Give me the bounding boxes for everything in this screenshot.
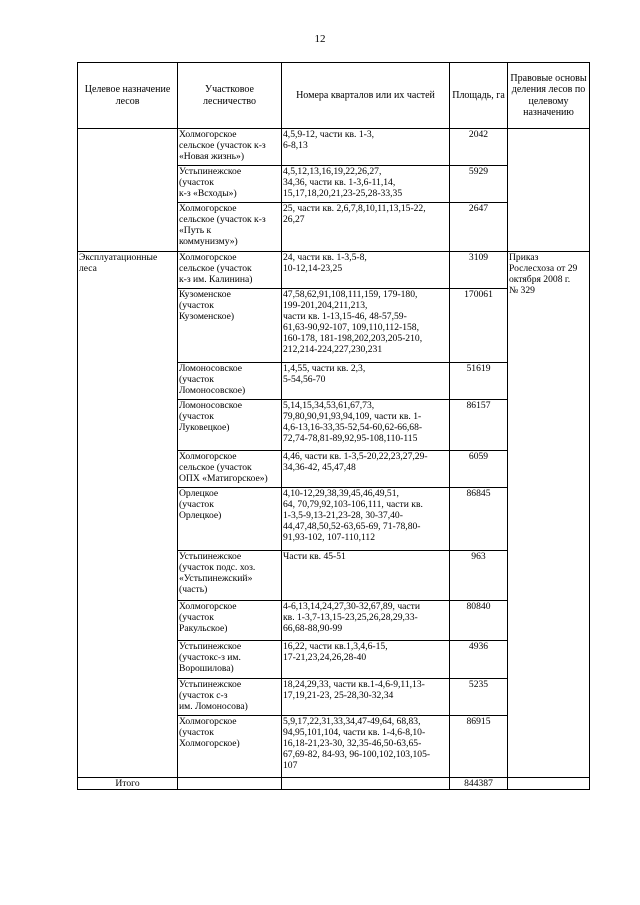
header-area: Площадь, га <box>450 63 508 129</box>
page-number: 12 <box>314 33 326 45</box>
quarters-cell: 1,4,55, части кв. 2,3, 5-54,56-70 <box>282 363 450 400</box>
forestry-cell: Устьпинежское (участок с-з им. Ломоносова) <box>178 679 282 716</box>
total-empty-cell <box>282 778 450 790</box>
forestry-cell: Холмогорское сельское (участок ОПХ «Матигорское») <box>178 451 282 488</box>
forest-purpose-table <box>77 62 590 790</box>
area-cell: 2647 <box>450 203 508 252</box>
purpose-cell: Эксплуатационные леса <box>78 252 178 778</box>
quarters-cell: 16,22, части кв.1,3,4,6-15, 17-21,23,24,26,28-40 <box>282 641 450 679</box>
header-legal-basis: Правовые основы деления лесов по целевому назначению <box>508 63 590 129</box>
area-cell: 80840 <box>450 601 508 641</box>
header-purpose: Целевое назначение лесов <box>78 63 178 129</box>
purpose-cell-continued <box>78 129 178 252</box>
area-cell: 5929 <box>450 166 508 203</box>
forestry-cell: Орлецкое (участок Орлецкое) <box>178 488 282 551</box>
total-empty-cell <box>178 778 282 790</box>
header-quarters: Номера кварталов или их частей <box>282 63 450 129</box>
area-cell: 6059 <box>450 451 508 488</box>
quarters-cell: 4,5,12,13,16,19,22,26,27, 34,36, части кв. 1-3,6-11,14, 15,17,18,20,21,23-25,28-33,35 <box>282 166 450 203</box>
area-cell: 86157 <box>450 400 508 451</box>
header-row <box>78 63 590 129</box>
quarters-cell: Части кв. 45-51 <box>282 551 450 601</box>
area-cell: 170061 <box>450 289 508 363</box>
area-cell: 5235 <box>450 679 508 716</box>
forestry-cell: Устьпинежское (участок к-з «Всходы») <box>178 166 282 203</box>
total-row <box>78 778 590 790</box>
area-cell: 86845 <box>450 488 508 551</box>
forestry-cell: Холмогорское сельское (участок к-з «Новая жизнь») <box>178 129 282 166</box>
forestry-cell: Ломоносовское (участок Луковецкое) <box>178 400 282 451</box>
quarters-cell: 18,24,29,33, части кв.1-4,6-9,11,13- 17,19,21-23, 25-28,30-32,34 <box>282 679 450 716</box>
quarters-cell: 4,10-12,29,38,39,45,46,49,51, 64, 70,79,92,103-106,111, части кв. 1-3,5-9,13-21,23-28, 30-37,40- 44,47,48,50,52-63,65-69, 71-78,80- 91,93-102, 107-110,112 <box>282 488 450 551</box>
total-area: 844387 <box>450 778 508 790</box>
table-row <box>78 252 590 289</box>
forestry-cell: Холмогорское (участок Холмогорское) <box>178 716 282 778</box>
legal-basis-cell: Приказ Рослесхоза от 29 октября 2008 г. № 329 <box>508 252 590 778</box>
quarters-cell: 4,46, части кв. 1-3,5-20,22,23,27,29- 34,36-42, 45,47,48 <box>282 451 450 488</box>
legal-basis-cell-continued <box>508 129 590 252</box>
table-row <box>78 129 590 166</box>
quarters-cell: 5,14,15,34,53,61,67,73, 79,80,90,91,93,94,109, части кв. 1- 4,6-13,16-33,35-52,54-60,62-66,68- 72,74-78,81-89,92,95-108,110-115 <box>282 400 450 451</box>
area-cell: 86915 <box>450 716 508 778</box>
quarters-cell: 47,58,62,91,108,111,159, 179-180, 199-201,204,211,213, части кв. 1-13,15-46, 48-57,59- 61,63-90,92-107, 109,110,112-158, 160-178, 181-198,202,203,205-210, 212,214-224,227,230,231 <box>282 289 450 363</box>
quarters-cell: 4-6,13,14,24,27,30-32,67,89, части кв. 1-3,7-13,15-23,25,26,28,29,33- 66,68-88,90-99 <box>282 601 450 641</box>
forestry-cell: Устьпинежское (участок подс. хоз. «Устьпинежский» (часть) <box>178 551 282 601</box>
forestry-cell: Ломоносовское (участок Ломоносовское) <box>178 363 282 400</box>
forestry-cell: Холмогорское сельское (участок к-з им. Калинина) <box>178 252 282 289</box>
total-label: Итого <box>78 778 178 790</box>
forestry-cell: Холмогорское (участок Ракульское) <box>178 601 282 641</box>
area-cell: 963 <box>450 551 508 601</box>
forestry-cell: Холмогорское сельское (участок к-з «Путь к коммунизму») <box>178 203 282 252</box>
forestry-cell: Кузоменское (участок Кузоменское) <box>178 289 282 363</box>
quarters-cell: 25, части кв. 2,6,7,8,10,11,13,15-22, 26,27 <box>282 203 450 252</box>
area-cell: 4936 <box>450 641 508 679</box>
quarters-cell: 5,9,17,22,31,33,34,47-49,64, 68,83, 94,95,101,104, части кв. 1-4,6-8,10- 16,18-21,23-30, 32,35-46,50-63,65- 67,69-82, 84-93, 96-100,102,103,105- 107 <box>282 716 450 778</box>
quarters-cell: 24, части кв. 1-3,5-8, 10-12,14-23,25 <box>282 252 450 289</box>
quarters-cell: 4,5,9-12, части кв. 1-3, 6-8,13 <box>282 129 450 166</box>
area-cell: 3109 <box>450 252 508 289</box>
total-empty-cell <box>508 778 590 790</box>
area-cell: 2042 <box>450 129 508 166</box>
header-forestry: Участковое лесничество <box>178 63 282 129</box>
area-cell: 51619 <box>450 363 508 400</box>
forestry-cell: Устьпинежское (участокс-з им. Ворошилова) <box>178 641 282 679</box>
